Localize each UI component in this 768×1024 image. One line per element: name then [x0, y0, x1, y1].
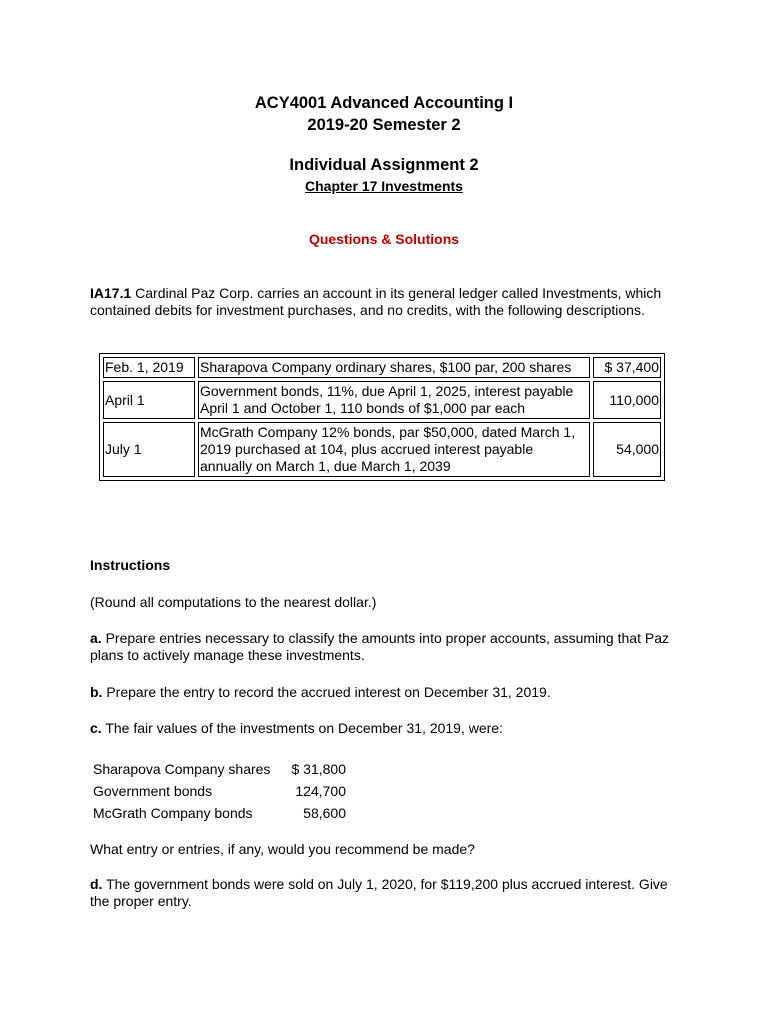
ledger-description: McGrath Company 12% bonds, par $50,000, dated March 1, 2019 purchased at 104, plus accrued interest payable annually on March 1, due March 1, 2039 [198, 422, 590, 477]
fair-value-name: Sharapova Company shares [93, 761, 271, 777]
fair-values-table [93, 758, 346, 824]
ledger-date: April 1 [103, 381, 195, 419]
item-text: Prepare entries necessary to classify the amounts into proper accounts, assuming that Paz plans to actively manage these investments. [90, 630, 669, 663]
fair-value-name: Government bonds [93, 783, 213, 799]
ledger-date: July 1 [103, 422, 195, 477]
section-subtitle: Questions & Solutions [308, 231, 460, 247]
ledger-date: Feb. 1, 2019 [103, 357, 195, 378]
instruction-item-a [90, 630, 680, 664]
assignment-title: Individual Assignment 2 [289, 156, 479, 174]
chapter-title: Chapter 17 Investments [305, 178, 463, 194]
problem-id: IA17.1 [90, 285, 132, 301]
fair-value-amount: $ 31,800 [291, 761, 346, 777]
ledger-description: Government bonds, 11%, due April 1, 2025, interest payable April 1 and October 1, 110 bonds of $1,000 par each [198, 381, 590, 419]
item-text: Prepare the entry to record the accrued interest on December 31, 2019. [106, 684, 551, 700]
item-label: b. [90, 684, 103, 700]
ledger-amount: $ 37,400 [593, 357, 661, 378]
table-row [103, 422, 661, 477]
table-row [103, 381, 661, 419]
item-label: d. [90, 876, 103, 892]
table-row [93, 758, 346, 780]
item-label: c. [90, 720, 102, 736]
instructions-heading: Instructions [90, 557, 171, 573]
problem-intro [90, 285, 680, 319]
table-row [103, 357, 661, 378]
fair-value-amount: 124,700 [295, 783, 346, 799]
course-title: ACY4001 Advanced Accounting I [254, 94, 514, 112]
item-text: The fair values of the investments on December 31, 2019, were: [105, 720, 503, 736]
ledger-description: Sharapova Company ordinary shares, $100 par, 200 shares [198, 357, 590, 378]
investments-ledger-table [99, 353, 665, 481]
fair-value-amount: 58,600 [303, 805, 346, 821]
table-row [93, 802, 346, 824]
instruction-item-c [90, 720, 680, 737]
recommend-question: What entry or entries, if any, would you recommend be made? [90, 841, 475, 857]
instruction-item-d [90, 876, 680, 910]
ledger-amount: 54,000 [593, 422, 661, 477]
rounding-note: (Round all computations to the nearest dollar.) [90, 594, 377, 610]
item-label: a. [90, 630, 102, 646]
instruction-item-b [90, 684, 680, 701]
semester: 2019-20 Semester 2 [307, 116, 461, 134]
ledger-amount: 110,000 [593, 381, 661, 419]
fair-value-name: McGrath Company bonds [93, 805, 253, 821]
problem-intro-text: Cardinal Paz Corp. carries an account in its general ledger called Investments, which contained debits for investment purchases, and no credits, with the following descriptions. [90, 285, 662, 318]
item-text: The government bonds were sold on July 1, 2020, for $119,200 plus accrued interest. Give the proper entry. [90, 876, 668, 909]
table-row [93, 780, 346, 802]
